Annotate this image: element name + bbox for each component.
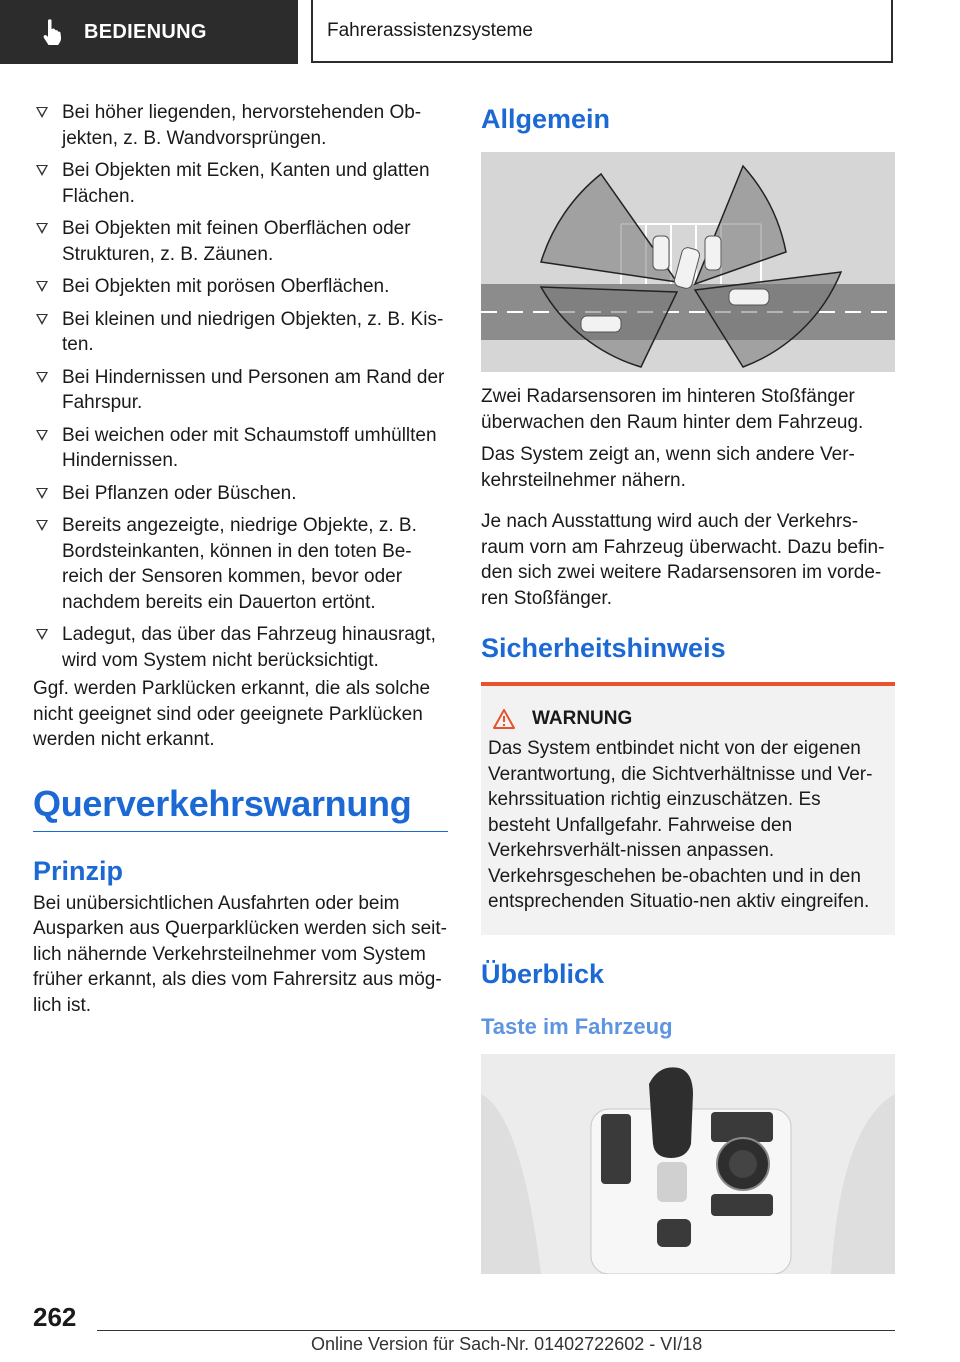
sicherheit-heading: Sicherheitshinweis (481, 633, 726, 663)
triangle-bullet-icon (36, 107, 48, 118)
warning-triangle-icon (492, 708, 516, 730)
triangle-bullet-icon (36, 629, 48, 640)
ueberblick-heading: Überblick (481, 958, 605, 989)
warning-title: WARNUNG (532, 708, 633, 729)
page-number: 262 (33, 1302, 77, 1332)
allgemein-heading: Allgemein (481, 104, 611, 134)
left-column (33, 100, 448, 1018)
hand-pointer-icon (40, 18, 64, 46)
list-item: Bei Objekten mit Ecken, Kanten und glatten Flächen. (33, 158, 448, 209)
list-item: Bei Objekten mit porösen Oberflächen. (33, 274, 448, 300)
triangle-bullet-icon (36, 520, 48, 531)
section-title: BEDIENUNG (84, 20, 207, 43)
list-item: Bei Pflanzen oder Büschen. (33, 481, 448, 507)
prinzip-heading: Prinzip (33, 855, 124, 886)
chapter-title: Fahrerassistenzsysteme (327, 19, 533, 41)
center-console-photo (481, 1054, 895, 1274)
center-console-illustration (481, 1054, 895, 1274)
prinzip-text: Bei unübersichtlichen Ausfahrten oder beim Ausparken aus Querparklücken werden sich seit-lich nähernde Verkehrsteilnehmer vom System früher erkannt, als dies vom Fahrersitz aus mög-lich ist. (33, 892, 447, 1016)
list-item: Bei weichen oder mit Schaumstoff umhüllten Hindernissen. (33, 423, 448, 474)
list-item: Bei höher liegenden, hervorstehenden Ob-jekten, z. B. Wandvorsprüngen. (33, 100, 448, 151)
list-item: Bei Hindernissen und Personen am Rand der Fahrspur. (33, 365, 448, 416)
triangle-bullet-icon (36, 430, 48, 441)
warning-box (481, 682, 895, 935)
triangle-bullet-icon (36, 314, 48, 325)
radar-sensor-illustration (481, 152, 895, 372)
triangle-bullet-icon (36, 165, 48, 176)
list-item: Ladegut, das über das Fahrzeug hinausragt, wird vom System nicht berücksichtigt. (33, 622, 448, 673)
section-tab[interactable] (0, 0, 298, 64)
limitations-list (33, 100, 448, 673)
triangle-bullet-icon (36, 223, 48, 234)
parking-radar-diagram (481, 152, 895, 372)
triangle-bullet-icon (36, 488, 48, 499)
list-item: Bereits angezeigte, niedrige Objekte, z. B. Bordsteinkanten, können in den toten Be-reich der Sensoren kommen, bevor oder nachdem bereits ein Dauerton ertönt. (33, 513, 448, 615)
chapter-tab[interactable] (311, 0, 893, 63)
chapter-heading: Querverkehrswarnung (33, 783, 448, 832)
list-item: Bei kleinen und niedrigen Objekten, z. B. Kis-ten. (33, 307, 448, 358)
footer-divider (97, 1330, 895, 1331)
warning-text: Das System entbindet nicht von der eigenen Verantwortung, die Sichtverhältnisse und Ver-kehrssituation richtig einzuschätzen. Es besteht Unfallgefahr. Fahrweise den Verkehrsverhält-nissen anpassen. Verkehrsgeschehen be-obachten und in den entsprechenden Situatio-nen aktiv eingreifen. (488, 738, 873, 912)
footer-version-text: Online Version für Sach-Nr. 01402722602 - VI/18 (311, 1334, 703, 1354)
taste-heading: Taste im Fahrzeug (481, 1013, 673, 1039)
triangle-bullet-icon (36, 281, 48, 292)
allgemein-text-3: Je nach Ausstattung wird auch der Verkehrs-raum vorn am Fahrzeug überwacht. Dazu befin-den sich zwei weitere Radarsensoren im vorde-ren Stoßfänger. (481, 511, 885, 609)
right-column (481, 100, 895, 1274)
allgemein-text-2: Das System zeigt an, wenn sich andere Ver-kehrsteilnehmer nähern. (481, 444, 855, 491)
allgemein-text-1: Zwei Radarsensoren im hinteren Stoßfänger überwachen den Raum hinter dem Fahrzeug. (481, 386, 864, 433)
triangle-bullet-icon (36, 372, 48, 383)
list-item: Bei Objekten mit feinen Oberflächen oder Strukturen, z. B. Zäunen. (33, 216, 448, 267)
parking-gap-note: Ggf. werden Parklücken erkannt, die als solche nicht geeignet sind oder geeignete Parklücken werden nicht erkannt. (33, 678, 431, 750)
